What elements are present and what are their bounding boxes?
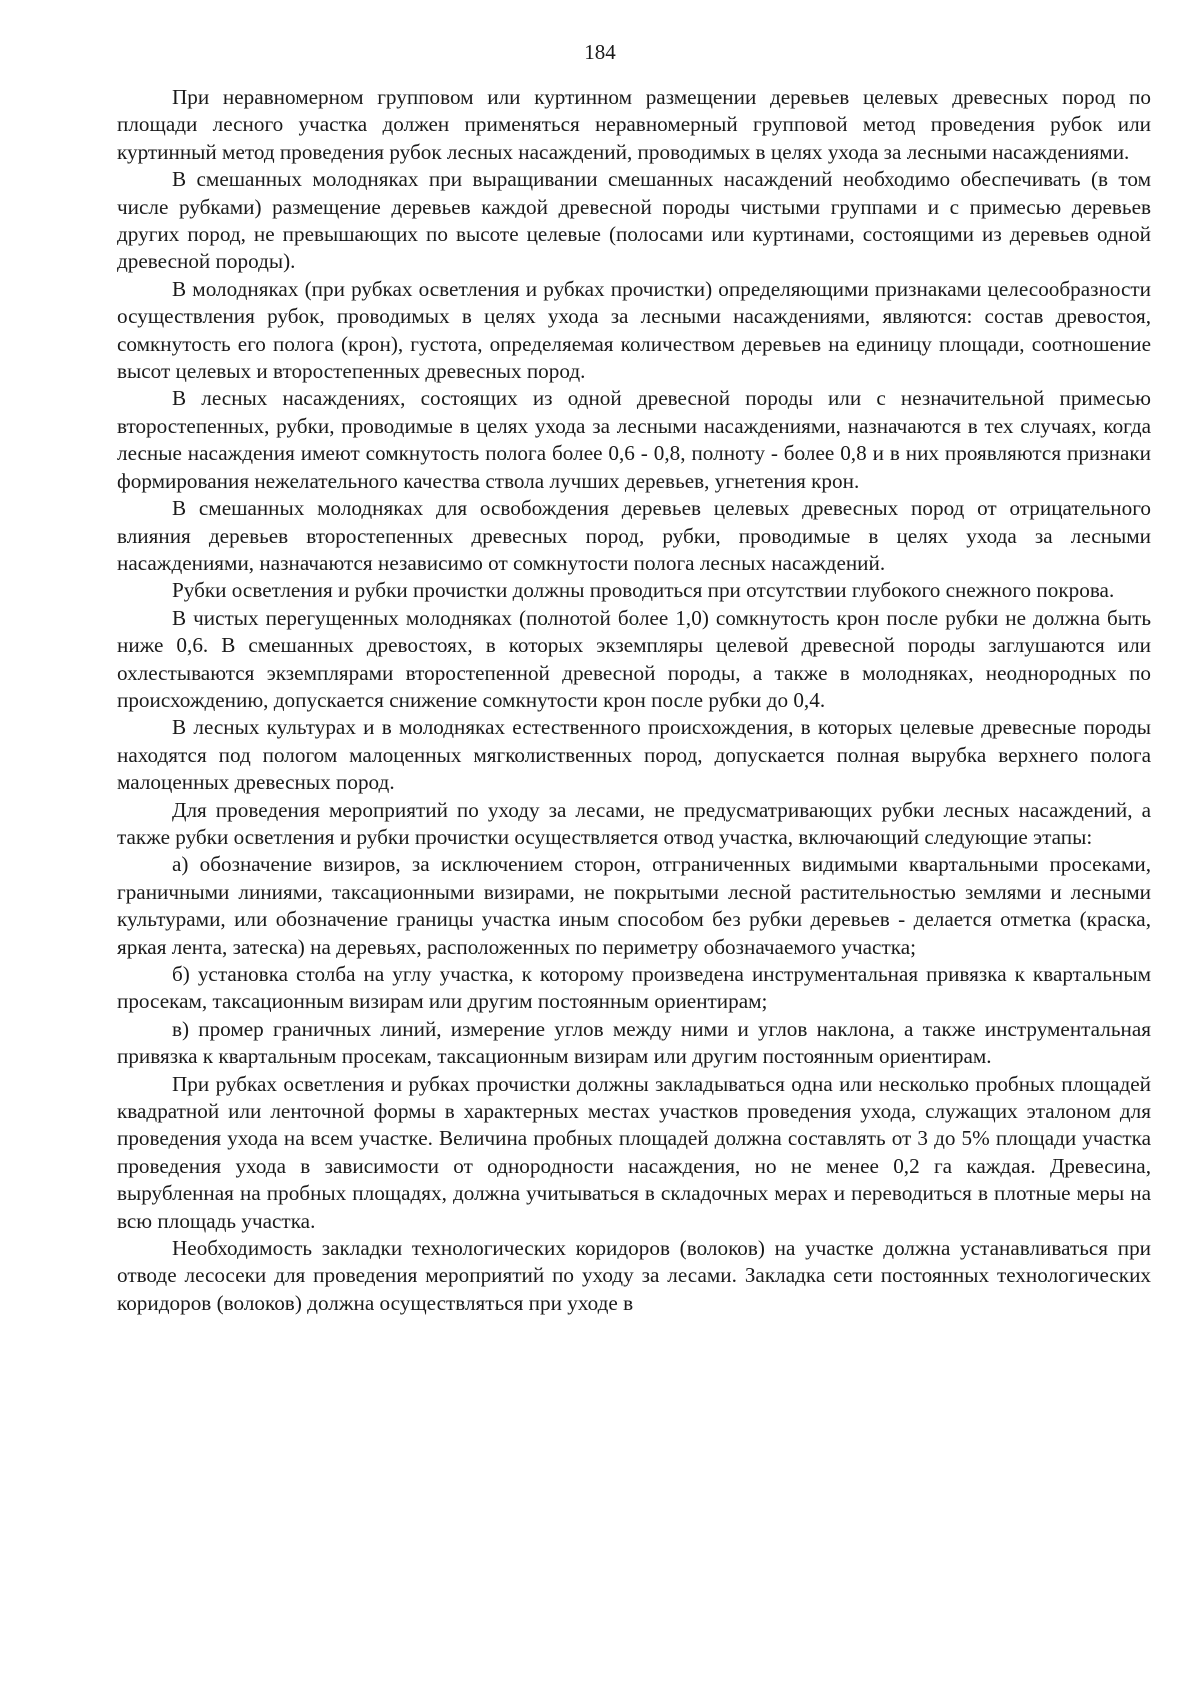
paragraph-upper-canopy-removal: В лесных культурах и в молодняках естественного происхождения, в которых целевые древесные породы находятся под пологом малоценных мягколиственных пород, допускается полная вырубка верхнего полога малоценных древесных пород. xyxy=(117,715,1151,795)
page-number: 184 xyxy=(584,40,616,64)
paragraph-snow-cover: Рубки осветления и рубки прочистки должны проводиться при отсутствии глубокого снежного покрова. xyxy=(172,578,1115,603)
paragraph-cutting-criteria: В молодняках (при рубках осветления и рубках прочистки) определяющими признаками целесообразности осуществления рубок, проводимых в целях ухода за лесными насаждениями, являются: состав древостоя, сомкнутость его полога (крон), густота, определяемая количеством деревьев на единицу площади, соотношение высот целевых и второстепенных древесных пород. xyxy=(117,276,1151,384)
list-item-a: а) обозначение визиров, за исключением сторон, отграниченных видимыми квартальными просеками, граничными линиями, таксационными визирами, не покрытыми лесной растительностью землями и лесными культурами, или обозначение границы участка иным способом без рубки деревьев - делается отметка (краска, яркая лента, затеска) на деревьях, расположенных по периметру обозначаемого участка; xyxy=(117,852,1151,959)
paragraph-skid-trails: Необходимость закладки технологических коридоров (волоков) на участке должна устанавливаться при отводе лесосеки для проведения мероприятий по уходу за лесами. Закладка сети постоянных технологических коридоров (волоков) должна осуществляться при уходе в xyxy=(117,1236,1151,1315)
list-item-c: в) промер граничных линий, измерение углов между ними и углов наклона, а также инструментальная привязка к квартальным просекам, таксационным визирам или другим постоянным ориентирам. xyxy=(117,1016,1151,1069)
paragraph-mixed-young-stands: В смешанных молодняках при выращивании смешанных насаждений необходимо обеспечивать (в том числе рубками) размещение деревьев каждой древесной породы чистыми группами и с примесью деревьев других пород, не превышающих по высоте целевые (полосами или куртинами, состоящими из деревьев одной древесной породы). xyxy=(117,167,1151,274)
paragraph-crown-closure: В чистых перегущенных молодняках (полнотой более 1,0) сомкнутость крон после рубки не должна быть ниже 0,6. В смешанных древостоях, в которых экземпляры целевой древесной породы заглушаются или охлестываются экземплярами второстепенной древесной породы, а также в молодняках, неоднородных по происхождению, допускается снижение сомкнутости крон после рубки до 0,4. xyxy=(117,605,1151,712)
paragraph-single-species-stands: В лесных насаждениях, состоящих из одной древесной породы или с незначительной примесью второстепенных, рубки, проводимые в целях ухода за лесными насаждениями, назначаются в тех случаях, когда лесные насаждения имеют сомкнутость полога более 0,6 - 0,8, полноту - более 0,8 и в них проявляются признаки формирования нежелательного качества ствола лучших деревьев, угнетения крон. xyxy=(117,386,1151,493)
document-body xyxy=(117,84,1151,1317)
paragraph-mixed-release: В смешанных молодняках для освобождения деревьев целевых древесных пород от отрицательного влияния деревьев второстепенных древесных пород, рубки, проводимые в целях ухода за лесными насаждениями, назначаются независимо от сомкнутости полога лесных насаждений. xyxy=(117,496,1151,575)
paragraph-grouping-method: При неравномерном групповом или куртинном размещении деревьев целевых древесных пород по площади лесного участка должен применяться неравномерный групповой метод проведения рубок или куртинный метод проведения рубок лесных насаждений, проводимых в целях ухода за лесными насаждениями. xyxy=(117,85,1151,164)
paragraph-allotment-stages: Для проведения мероприятий по уходу за лесами, не предусматривающих рубки лесных насаждений, а также рубки осветления и рубки прочистки осуществляется отвод участка, включающий следующие этапы: xyxy=(117,797,1151,849)
paragraph-sample-plots: При рубках осветления и рубках прочистки должны закладываться одна или несколько пробных площадей квадратной или ленточной формы в характерных местах участков проведения ухода, служащих эталоном для проведения ухода на всем участке. Величина пробных площадей должна составлять от 3 до 5% площади участка проведения ухода в зависимости от однородности насаждения, но не менее 0,2 га каждая. Древесина, вырубленная на пробных площадях, должна учитываться в складочных мерах и переводиться в плотные меры на всю площадь участка. xyxy=(117,1071,1151,1233)
list-item-b: б) установка столба на углу участка, к которому произведена инструментальная привязка к квартальным просекам, таксационным визирам или другим постоянным ориентирам; xyxy=(117,962,1151,1014)
